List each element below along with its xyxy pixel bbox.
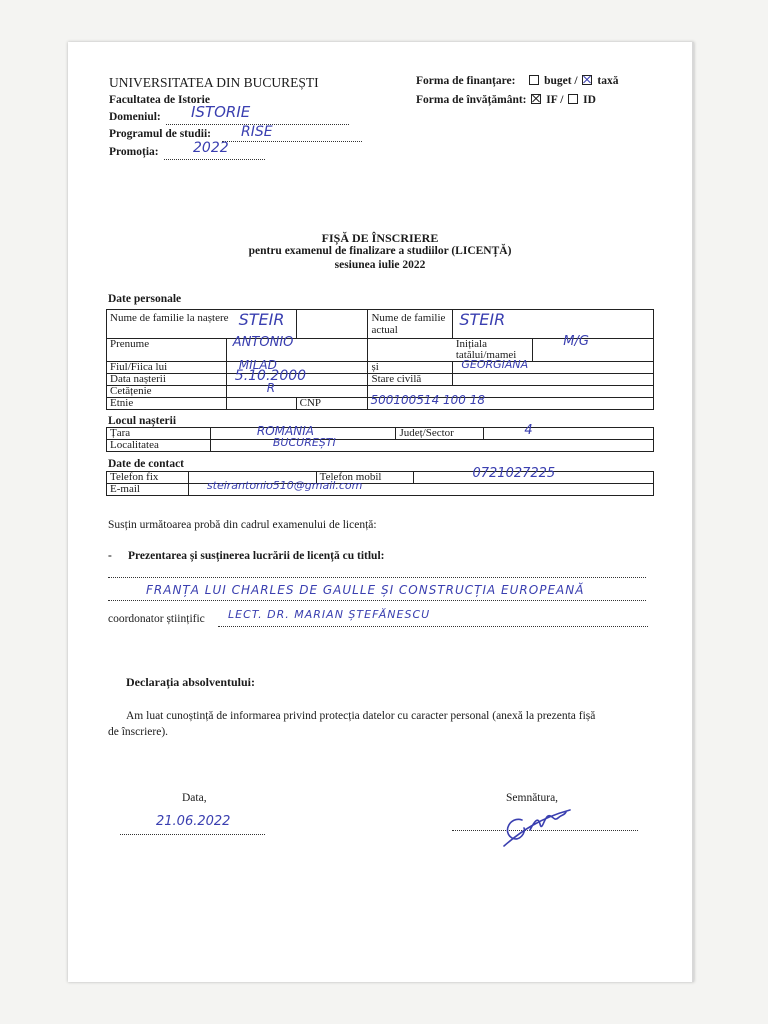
mother-value: GEORGIANA	[461, 358, 529, 371]
civil-status-cell[interactable]	[453, 374, 654, 386]
budget-checkbox[interactable]	[529, 75, 539, 85]
exam-intro: Susțin următoarea probă din cadrul examenului de licență:	[108, 519, 377, 531]
child-of-label: Fiul/Fiica lui	[107, 362, 227, 374]
exam-bullet: -	[108, 550, 112, 562]
form-page	[68, 42, 694, 982]
initial-cell[interactable]	[533, 334, 654, 362]
promotion-value[interactable]: 2022	[193, 140, 229, 156]
mobile-cell[interactable]	[414, 466, 654, 484]
personal-table	[106, 309, 654, 410]
personal-section-title: Date personale	[108, 293, 182, 305]
current-name-value: STEIR	[459, 310, 506, 329]
exam-item: Prezentarea și susținerea lucrării de licență cu titlul:	[128, 550, 385, 562]
education-label: Forma de învățământ:	[416, 94, 527, 106]
fee-option: taxă	[597, 75, 619, 87]
mobile-label: Telefon mobil	[316, 472, 414, 484]
birth-date-value: 5.10.2000	[234, 368, 307, 384]
education-row	[416, 94, 596, 106]
financing-row	[416, 75, 618, 87]
form-session: sesiunea iulie 2022	[334, 259, 426, 271]
initial-label: Inițiala tatălui/mamei	[453, 339, 533, 362]
signature-image[interactable]	[500, 802, 580, 850]
domain-value[interactable]: ISTORIE	[191, 103, 251, 121]
cnp-label: CNP	[296, 398, 368, 410]
country-value: ROMANIA	[256, 424, 314, 438]
and-label: și	[368, 362, 453, 374]
birthplace-section-title: Locul nașterii	[108, 415, 177, 427]
email-cell[interactable]	[188, 479, 653, 496]
date-label: Data,	[182, 792, 207, 804]
promotion-label: Promoția:	[109, 146, 159, 158]
birth-date-label: Data nașterii	[107, 374, 227, 386]
contact-section-title: Date de contact	[108, 458, 185, 470]
county-label: Județ/Sector	[396, 428, 484, 440]
domain-label: Domeniul:	[109, 111, 161, 123]
citizenship-value: R	[266, 381, 276, 395]
cnp-value: 500100514 100 18	[370, 393, 485, 407]
declaration-text-1: Am luat cunoștință de informarea privind protecția datelor cu caracter personal (anexă la prezenta fișă	[126, 710, 596, 722]
ethnicity-label: Etnie	[107, 398, 227, 410]
father-value: MILAD	[238, 358, 277, 372]
current-name-label: Nume de familie actual	[368, 310, 453, 339]
id-checkbox[interactable]	[568, 94, 578, 104]
contact-table	[106, 466, 654, 496]
first-name-value: ANTONIO	[232, 335, 294, 350]
initial-value: M/G	[563, 334, 589, 349]
first-name-label: Prenume	[107, 339, 227, 362]
birth-name-cell[interactable]	[238, 310, 368, 339]
mother-cell[interactable]	[453, 358, 654, 374]
program-label: Programul de studii:	[109, 128, 212, 140]
email-value: steirantonio510@gmail.com	[206, 479, 363, 492]
civil-status-label: Stare civilă	[368, 374, 453, 386]
citizenship-label: Cetățenie	[107, 386, 227, 398]
thesis-title-value[interactable]: FRANȚA LUI CHARLES DE GAULLE ȘI CONSTRUCȚIA EUROPEANĂ	[146, 583, 585, 597]
if-option: IF /	[546, 94, 564, 106]
birth-name-label: Nume de familie la naștere	[107, 310, 297, 339]
county-value: 4	[524, 423, 533, 438]
birth-date-cell[interactable]	[226, 368, 368, 386]
ethnicity-cell[interactable]	[226, 398, 296, 410]
locality-label: Localitatea	[107, 440, 211, 452]
birthplace-table	[106, 423, 654, 452]
country-label: Țara	[107, 428, 211, 440]
declaration-text-2: de înscriere).	[108, 726, 169, 738]
form-subtitle: pentru examenul de finalizare a studiilor (LICENȚĂ)	[248, 245, 512, 257]
program-value[interactable]: RISE	[241, 124, 273, 140]
locality-value: BUCUREȘTI	[272, 436, 336, 449]
declaration-title: Declarația absolventului:	[126, 675, 255, 689]
current-name-cell[interactable]	[453, 310, 654, 339]
phone-label: Telefon fix	[107, 472, 189, 484]
if-checkbox[interactable]	[531, 94, 541, 104]
fee-checkbox[interactable]	[582, 75, 592, 85]
locality-cell[interactable]	[210, 436, 653, 452]
mobile-value: 0721027225	[472, 466, 556, 481]
id-option: ID	[583, 94, 596, 106]
date-value[interactable]: 21.06.2022	[156, 814, 231, 829]
university-name: UNIVERSITATEA DIN BUCUREȘTI	[109, 75, 319, 90]
birth-name-value: STEIR	[238, 310, 285, 329]
coordinator-value[interactable]: LECT. DR. MARIAN ȘTEFĂNESCU	[228, 608, 431, 621]
county-cell[interactable]	[484, 423, 654, 440]
coordinator-label: coordonator științific	[108, 613, 205, 625]
form-title: FIȘĂ DE ÎNSCRIERE	[321, 231, 439, 245]
faculty-name: Facultatea de Istorie	[109, 94, 210, 106]
cnp-cell[interactable]	[368, 393, 654, 410]
email-label: E-mail	[107, 484, 189, 496]
budget-option: buget /	[544, 75, 578, 87]
citizenship-cell[interactable]	[226, 381, 368, 398]
financing-label: Forma de finanțare:	[416, 75, 516, 87]
signature-label: Semnătura,	[506, 792, 559, 804]
